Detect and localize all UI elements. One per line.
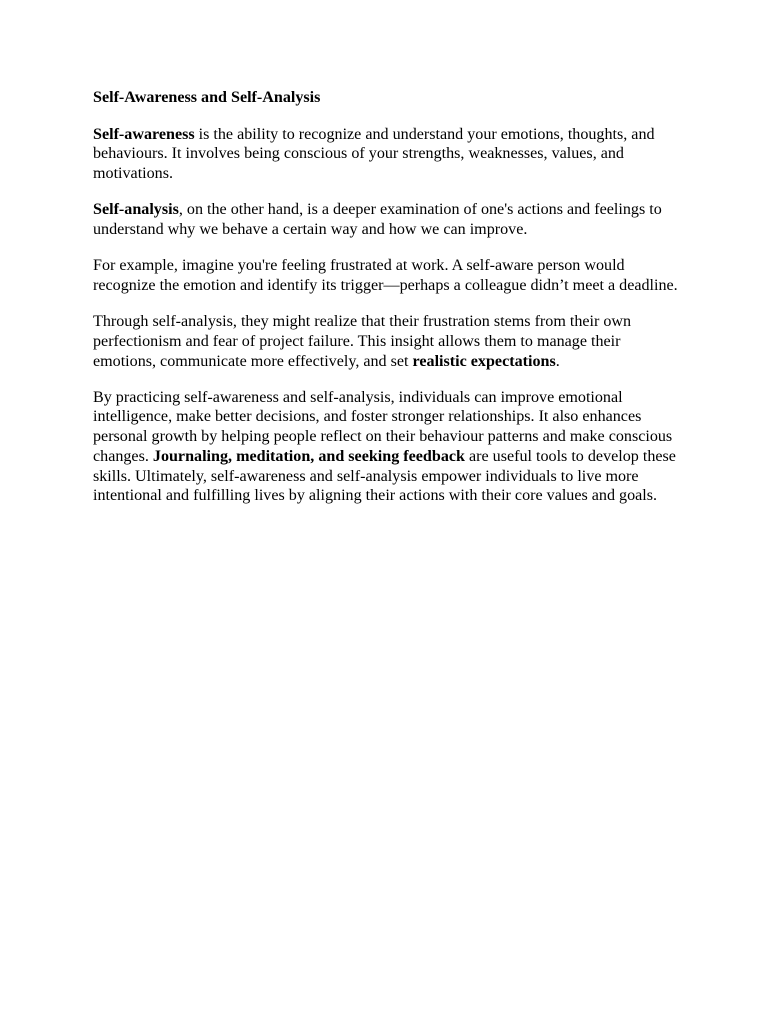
paragraph-example	[93, 256, 685, 295]
paragraph-text: By practicing self-awareness and self-analysis, individuals can improve emotional intelligence, make better decisions, and foster stronger relationships. It also enhances personal growth by helping people reflect on their behaviour patterns and make conscious changes.	[93, 388, 673, 465]
term-self-awareness: Self-awareness	[93, 125, 195, 143]
paragraph-text: , on the other hand, is a deeper examination of one's actions and feelings to understand why we behave a certain way and how we can improve.	[93, 201, 662, 239]
term-self-analysis: Self-analysis	[93, 201, 179, 219]
document-body	[93, 88, 685, 522]
paragraph-self-awareness	[93, 125, 685, 184]
paragraph-text: For example, imagine you're feeling frustrated at work. A self-aware person would recognize the emotion and identify its trigger—perhaps a colleague didn’t meet a deadline.	[93, 257, 678, 294]
document-title: Self-Awareness and Self-Analysis	[93, 89, 321, 106]
term-realistic-expectations: realistic expectations	[412, 352, 556, 370]
paragraph-text: is the ability to recognize and understand your emotions, thoughts, and behaviours. It involves being conscious of your strengths, weaknesses, values, and motivations.	[93, 125, 655, 183]
paragraph-end: .	[555, 352, 560, 370]
paragraph-conclusion	[93, 388, 685, 506]
paragraph-self-analysis	[93, 200, 685, 239]
paragraph-through-analysis	[93, 312, 685, 371]
paragraph-text-after: are useful tools to develop these skills. Ultimately, self-awareness and self-analysis empower individuals to live more intentional and fulfilling lives by aligning their actions with their core values and goals.	[93, 447, 676, 505]
term-tools: Journaling, meditation, and seeking feedback	[152, 447, 465, 465]
paragraph-text: Through self-analysis, they might realize that their frustration stems from their own perfectionism and fear of project failure. This insight allows them to manage their emotions, communicate more effectively, and set	[93, 313, 632, 370]
